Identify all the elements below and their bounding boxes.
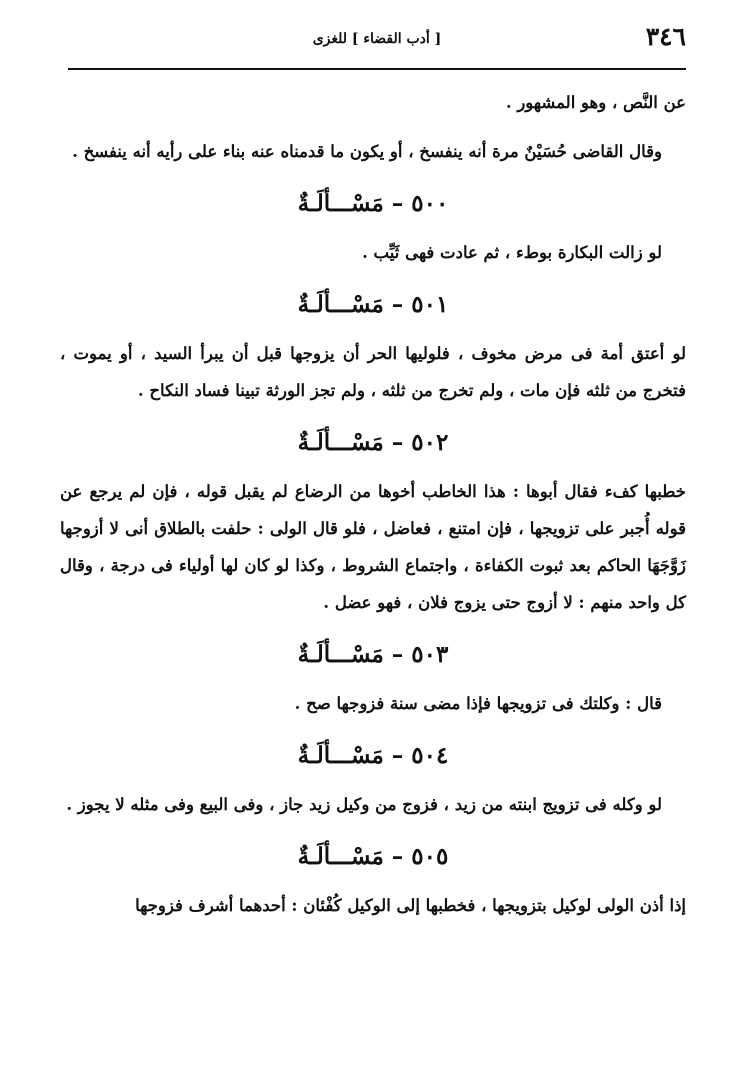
masala-heading-505 (60, 835, 686, 879)
paragraph-masala-501: لو أعتق أمة فى مرض مخوف ، فلوليها الحر أن يزوجها قبل أن يبرأ السيد ، أو يموت ، فتخرج من ثلثه فإن مات ، ولم تخرج من ثلثه ، ولم تجز الورثة تبينا فساد النكاح . (60, 344, 686, 400)
page-header (68, 20, 686, 60)
masala-heading-503 (60, 633, 686, 677)
body-text (60, 84, 686, 936)
header-rule (68, 68, 686, 70)
paragraph-continuation: عن النَّص ، وهو المشهور . (505, 93, 686, 112)
masala-heading-500-text: ٥٠٠ – مَسْـــألَـةٌ (297, 190, 449, 217)
masala-heading-502-text: ٥٠٢ – مَسْـــألَـةٌ (297, 429, 449, 456)
masala-heading-501 (60, 283, 686, 327)
masala-heading-504-text: ٥٠٤ – مَسْـــألَـةٌ (297, 742, 449, 769)
paragraph-masala-502: خطبها كفء فقال أبوها : هذا الخاطب أخوها من الرضاع لم يقبل قوله ، فإن لم يرجع عن قوله أُجبر على تزويجها ، فإن امتنع ، فعاضل ، فلو قال الولى : حلفت بالطلاق أنى لا أزوجها زَوَّجَهَا الحاكم بعد ثبوت الكفاءة ، واجتماع الشروط ، وكذا لو كان لها أولياء فى درجة ، وقال كل واحد منهم : لا أزوج حتى يزوج فلان ، فهو عضل . (60, 482, 686, 612)
paragraph-qadi-husayn: وقال القاضى حُسَيْنٌ مرة أنه ينفسخ ، أو يكون ما قدمناه عنه بناء على رأيه أنه ينفسخ . (72, 142, 662, 161)
masala-heading-501-text: ٥٠١ – مَسْـــألَـةٌ (297, 291, 449, 318)
masala-heading-505-text: ٥٠٥ – مَسْـــألَـةٌ (297, 843, 449, 870)
paragraph-masala-503: قال : وكلتك فى تزويجها فإذا مضى سنة فزوجها صح . (294, 694, 662, 713)
masala-heading-500 (60, 182, 686, 226)
paragraph-masala-505: إذا أذن الولى لوكيل بتزويجها ، فخطبها إلى الوكيل كُفْئان : أحدهما أشرف فزوجها (135, 896, 686, 915)
running-title: [ أدب القضاء ] للغزى (312, 31, 442, 47)
masala-heading-503-text: ٥٠٣ – مَسْـــألَـةٌ (297, 641, 449, 668)
paragraph-masala-500: لو زالت البكارة بوطء ، ثم عادت فهى ثَيِّب . (362, 243, 662, 262)
masala-heading-504 (60, 734, 686, 778)
paragraph-masala-504: لو وكله فى تزويج ابنته من زيد ، فزوج من وكيل زيد جاز ، وفى البيع وفى مثله لا يجوز . (66, 795, 662, 814)
masala-heading-502 (60, 421, 686, 465)
page-number: ٣٤٦ (645, 22, 686, 51)
